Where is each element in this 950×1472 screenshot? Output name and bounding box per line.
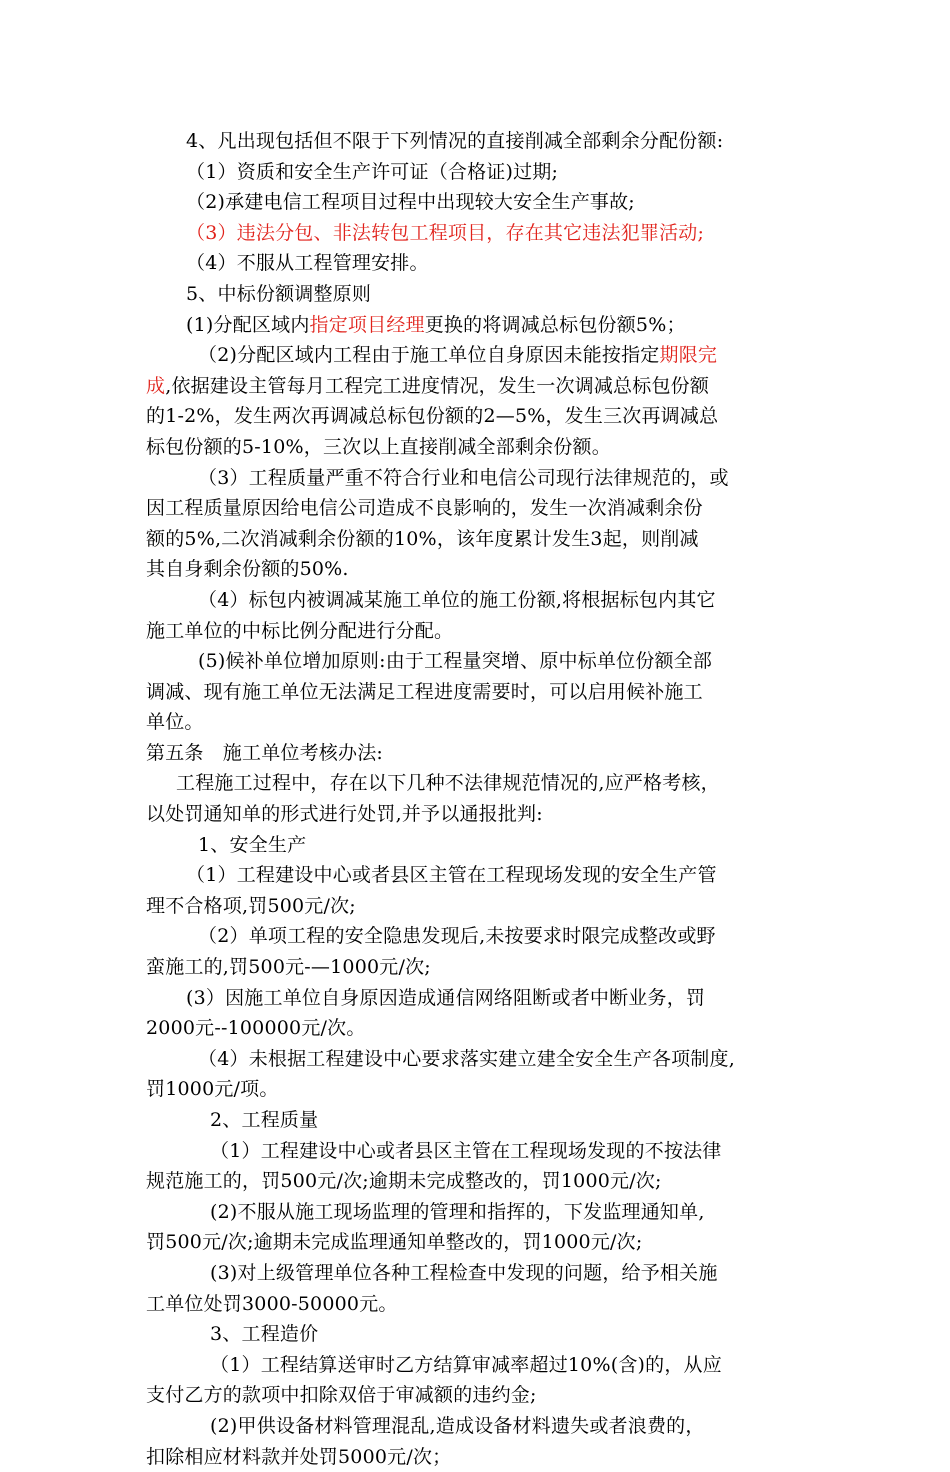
text-line [146,1350,806,1381]
text-segment: （2）单项工程的安全隐患发现后,未按要求时限完成整改或野 [198,925,716,948]
text-segment: 罚1000元/项。 [146,1078,279,1101]
text-segment: (3）因施工单位自身原因造成通信网络阻断或者中断业务，罚 [186,986,706,1009]
text-segment: 蛮施工的,罚500元-—1000元/次; [146,956,431,979]
text-line [146,218,806,249]
text-segment: （1）工程结算送审时乙方结算审减率超过10%(含)的，从应 [210,1353,722,1376]
text-line [146,554,806,585]
text-segment: 调减、现有施工单位无法满足工程进度需要时，可以启用候补施工 [146,680,703,703]
text-segment: （1）工程建设中心或者县区主管在工程现场发现的不按法律 [210,1139,722,1162]
text-segment: (2)不服从施工现场监理的管理和指挥的，下发监理通知单, [210,1200,705,1223]
text-segment: 工程施工过程中，存在以下几种不法律规范情况的,应严格考核， [176,772,720,795]
text-line [146,860,806,891]
text-segment: 罚500元/次;逾期未完成监理通知单整改的，罚1000元/次; [146,1231,643,1254]
text-segment: 2000元--100000元/次。 [146,1017,366,1040]
text-segment: 因工程质量原因给电信公司造成不良影响的，发生一次消减剩余份 [146,497,703,520]
text-segment: 1、安全生产 [198,833,307,856]
text-segment: 5、中标份额调整原则 [186,282,372,305]
text-segment: 以处罚通知单的形式进行处罚,并予以通报批判: [146,803,543,826]
text-line [146,830,806,861]
text-line [146,646,806,677]
text-line [146,1166,806,1197]
text-line [146,1074,806,1105]
text-line [146,157,806,188]
text-line [146,371,806,402]
text-segment: 规范施工的，罚500元/次;逾期未完成整改的，罚1000元/次; [146,1170,662,1193]
highlighted-text: 指定项目经理 [309,313,425,336]
text-segment: 支付乙方的款项中扣除双倍于审减额的违约金; [146,1384,537,1407]
text-line [146,1044,806,1075]
text-line [146,1013,806,1044]
text-segment: (2)甲供设备材料管理混乱,造成设备材料遗失或者浪费的， [210,1414,705,1437]
text-line [146,1105,806,1136]
text-line [146,1197,806,1228]
text-line [146,707,806,738]
text-line [146,1411,806,1442]
text-segment: (5)候补单位增加原则:由于工程量突增、原中标单位份额全部 [198,650,713,673]
text-segment: （2)分配区域内工程由于施工单位自身原因未能按指定 [198,344,660,367]
text-line [146,524,806,555]
text-line [146,126,806,157]
text-segment: 理不合格项,罚500元/次; [146,894,356,917]
text-line [146,1136,806,1167]
text-segment: （4）标包内被调减某施工单位的施工份额,将根据标包内其它 [198,588,716,611]
text-segment: （1）资质和安全生产许可证（合格证)过期; [186,160,559,183]
text-line [146,921,806,952]
text-line [146,768,806,799]
text-line [146,493,806,524]
text-line [146,952,806,983]
text-segment: 4、凡出现包括但不限于下列情况的直接削减全部剩余分配份额: [186,130,724,152]
text-line [146,738,806,769]
text-segment: (1)分配区域内 [186,313,310,336]
text-segment: 3、工程造价 [210,1323,319,1346]
text-line [146,1289,806,1320]
text-segment: 工单位处罚3000-50000元。 [146,1292,398,1315]
text-line [146,1319,806,1350]
text-segment: （1）工程建设中心或者县区主管在工程现场发现的安全生产管 [186,864,717,887]
text-segment: （3）工程质量严重不符合行业和电信公司现行法律规范的，或 [198,466,729,489]
document-body [146,126,806,1472]
text-line [146,891,806,922]
text-line [146,1258,806,1289]
text-segment: (3)对上级管理单位各种工程检查中发现的问题，给予相关施 [210,1261,718,1284]
text-line [146,1227,806,1258]
text-segment: 施工单位的中标比例分配进行分配。 [146,619,454,642]
text-segment: 标包份额的5-10%，三次以上直接削减全部剩余份额。 [146,435,611,458]
text-line [146,279,806,310]
text-segment: 2、工程质量 [210,1109,319,1131]
text-line [146,677,806,708]
text-line [146,463,806,494]
text-segment: （4）未根据工程建设中心要求落实建立建全安全生产各项制度, [198,1047,735,1070]
highlighted-text: 期限完 [659,344,718,367]
text-line [146,401,806,432]
highlighted-text: （3）违法分包、非法转包工程项目，存在其它违法犯罪活动; [186,221,705,244]
text-line [146,799,806,830]
text-segment: 第五条 施工单位考核办法: [146,741,384,764]
text-segment: ,依据建设主管每月工程完工进度情况，发生一次调减总标包份额 [165,374,710,397]
text-line [146,340,806,371]
text-line [146,585,806,616]
highlighted-text: 成 [146,374,166,397]
text-segment: 扣除相应材料款并处罚5000元/次； [146,1445,452,1468]
text-segment: 的1-2%，发生两次再调减总标包份额的2—5%，发生三次再调减总 [146,405,719,428]
text-line [146,1442,806,1472]
text-segment: （4）不服从工程管理安排。 [186,252,429,275]
text-segment: 更换的将调减总标包份额5%； [424,313,686,336]
text-line [146,1380,806,1411]
text-line [146,432,806,463]
text-line [146,983,806,1014]
text-line [146,310,806,341]
text-line [146,187,806,218]
text-line [146,616,806,647]
text-line [146,248,806,279]
text-segment: 单位。 [146,711,204,734]
text-segment: （2)承建电信工程项目过程中出现较大安全生产事故; [186,191,635,214]
text-segment: 其自身剩余份额的50%. [146,558,349,581]
text-segment: 额的5%,二次消减剩余份额的10%，该年度累计发生3起，则削减 [146,527,699,550]
